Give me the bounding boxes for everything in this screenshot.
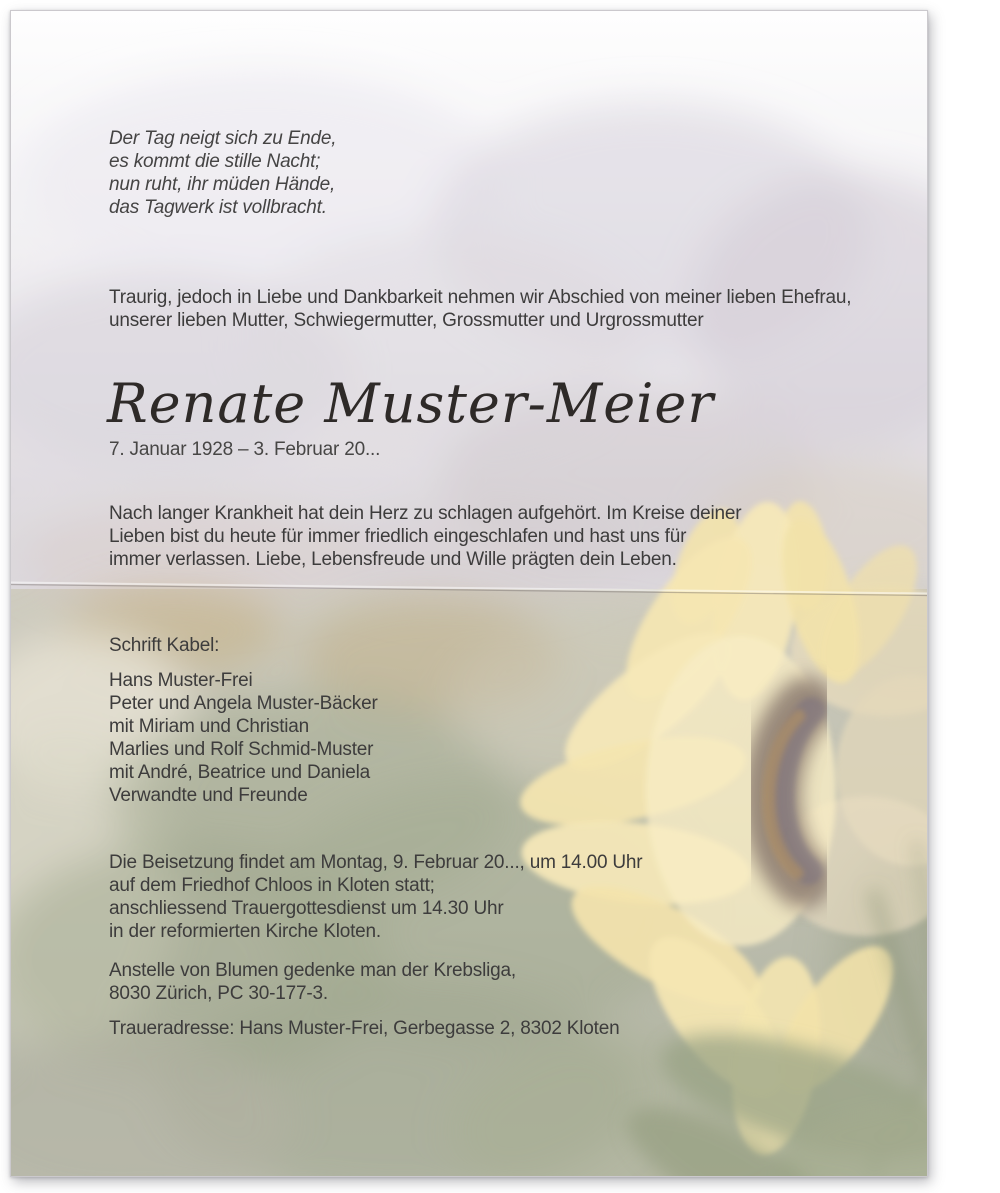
mourner-line: mit André, Beatrice und Daniela [109,762,371,783]
funeral-line: Die Beisetzung findet am Montag, 9. Februar 20..., um 14.00 Uhr [109,852,643,873]
opening-verse [109,127,336,219]
funeral-details [109,851,642,943]
verse-line: Der Tag neigt sich zu Ende, [109,128,337,149]
intro-line: unserer lieben Mutter, Schwiegermutter, Grossmutter und Urgrossmutter [109,310,704,331]
farewell-line: Nach langer Krankheit hat dein Herz zu schlagen aufgehört. Im Kreise deiner [109,503,742,524]
intro-line: Traurig, jedoch in Liebe und Dankbarkeit nehmen wir Abschied von meiner lieben Ehefrau, [109,287,852,308]
donation-line: Anstelle von Blumen gedenke man der Krebsliga, [109,960,516,981]
mourner-line: Marlies und Rolf Schmid-Muster [109,739,374,760]
farewell-line: Lieben bist du heute für immer friedlich eingeschlafen und hast uns für [109,526,687,547]
deceased-name: Renate Muster-Meier [107,372,715,435]
verse-line: nun ruht, ihr müden Hände, [109,174,336,195]
funeral-line: anschliessend Trauergottesdienst um 14.30 Uhr [109,898,504,919]
mourner-line: mit Miriam und Christian [109,716,310,737]
funeral-line: auf dem Friedhof Chloos in Kloten statt; [109,875,435,896]
memorial-card [10,10,928,1177]
mourner-line: Hans Muster-Frei [109,670,253,691]
farewell-text [109,502,741,571]
intro-text [109,286,851,332]
mourners-list [109,669,378,807]
donation-request [109,959,516,1005]
donation-line: 8030 Zürich, PC 30-177-3. [109,983,328,1004]
farewell-line: immer verlassen. Liebe, Lebensfreude und Wille prägten dein Leben. [109,549,677,570]
card-content [11,11,927,1176]
life-dates: 7. Januar 1928 – 3. Februar 20... [109,439,381,460]
funeral-line: in der reformierten Kirche Kloten. [109,921,381,942]
mourning-address: Traueradresse: Hans Muster-Frei, Gerbegasse 2, 8302 Kloten [109,1018,620,1039]
mourner-line: Verwandte und Freunde [109,785,308,806]
verse-line: das Tagwerk ist vollbracht. [109,197,327,218]
font-sample-label: Schrift Kabel: [109,635,220,656]
verse-line: es kommt die stille Nacht; [109,151,321,172]
mourner-line: Peter und Angela Muster-Bäcker [109,693,378,714]
